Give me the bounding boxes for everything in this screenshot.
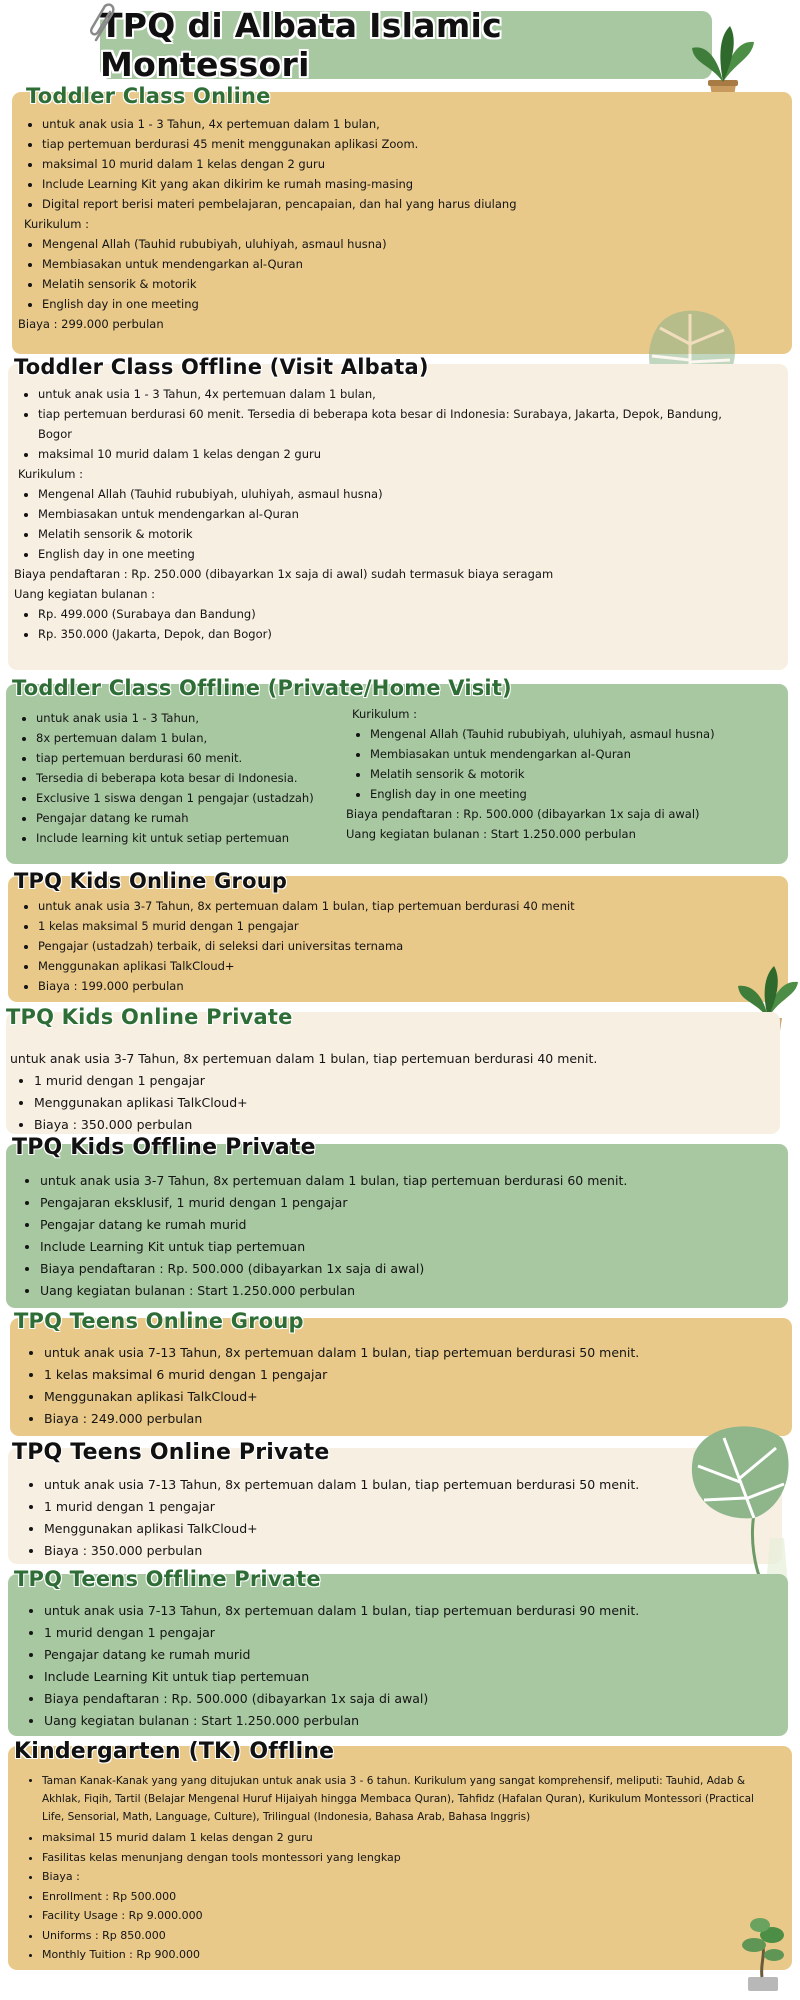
registration-fee: Biaya pendaftaran : Rp. 250.000 (dibayarkan 1x saja di awal) sudah termasuk biaya seragam <box>14 567 554 581</box>
section-body <box>20 1474 720 1562</box>
section-title: Toddler Class Offline (Visit Albata) <box>14 355 429 379</box>
list-item: • Melatih sensorik & motorik <box>38 524 754 544</box>
list-item: • 1 murid dengan 1 pengajar <box>44 1622 780 1644</box>
list-item: • 8x pertemuan dalam 1 bulan, <box>36 728 344 748</box>
item-list <box>20 1474 720 1562</box>
section-body <box>20 1342 780 1430</box>
page-title: TPQ di Albata Islamic Montessori <box>100 6 502 84</box>
list-item: • Uang kegiatan bulanan : Start 1.250.000 perbulan <box>40 1280 776 1302</box>
list-item: • Mengenal Allah (Tauhid rububiyah, uluhiyah, asmaul husna) <box>370 724 776 744</box>
page-title-bar <box>100 6 712 84</box>
list-item: • Pengajaran eksklusif, 1 murid dengan 1 pengajar <box>40 1192 776 1214</box>
list-item: • Biaya : <box>42 1867 778 1887</box>
monthly-fee-list <box>14 604 754 644</box>
list-item: • Mengenal Allah (Tauhid rububiyah, uluhiyah, asmaul husna) <box>42 234 778 254</box>
section-title: TPQ Teens Online Group <box>14 1309 304 1333</box>
item-list <box>20 1342 780 1430</box>
section-title: TPQ Kids Online Group <box>14 869 288 893</box>
item-list <box>16 1170 776 1302</box>
list-item: • Include Learning Kit untuk tiap pertemuan <box>40 1236 776 1258</box>
list-item: • Tersedia di beberapa kota besar di Indonesia. <box>36 768 344 788</box>
section-body <box>14 896 774 996</box>
list-item: • Membiasakan untuk mendengarkan al-Quran <box>370 744 776 764</box>
list-item: • Membiasakan untuk mendengarkan al-Quran <box>38 504 754 524</box>
list-item: • untuk anak usia 1 - 3 Tahun, 4x pertemuan dalam 1 bulan, <box>38 384 754 404</box>
list-item: • Melatih sensorik & motorik <box>370 764 776 784</box>
item-list <box>20 1600 780 1732</box>
item-list <box>14 896 774 996</box>
bonsai-icon <box>740 1915 788 1993</box>
section-title: Toddler Class Offline (Private/Home Visit) <box>12 676 512 700</box>
list-item: • Biaya : 350.000 perbulan <box>34 1114 770 1136</box>
list-item: • Enrollment : Rp 500.000 <box>42 1887 778 1907</box>
monstera-leaf-icon <box>684 1418 796 1588</box>
list-item: • Pengajar datang ke rumah murid <box>44 1644 780 1666</box>
item-list <box>14 708 344 848</box>
list-item: • Include learning kit untuk setiap pertemuan <box>36 828 344 848</box>
list-item: • English day in one meeting <box>38 544 754 564</box>
section-title: Toddler Class Online <box>26 84 271 108</box>
list-item: • Rp. 499.000 (Surabaya dan Bandung) <box>38 604 754 624</box>
list-item: • English day in one meeting <box>42 294 778 314</box>
section-body <box>18 114 778 334</box>
list-item: • Biaya pendaftaran : Rp. 500.000 (dibayarkan 1x saja di awal) <box>40 1258 776 1280</box>
section-body-right <box>346 704 776 844</box>
section-body-left <box>14 708 344 848</box>
list-item: • Biaya : 350.000 perbulan <box>44 1540 720 1562</box>
list-item: • Mengenal Allah (Tauhid rububiyah, uluhiyah, asmaul husna) <box>38 484 754 504</box>
list-item: • 1 murid dengan 1 pengajar <box>44 1496 720 1518</box>
list-item: • Uniforms : Rp 850.000 <box>42 1926 778 1946</box>
list-item: • untuk anak usia 7-13 Tahun, 8x pertemuan dalam 1 bulan, tiap pertemuan berdurasi 90 menit. <box>44 1600 780 1622</box>
list-item: • untuk anak usia 3-7 Tahun, 8x pertemuan dalam 1 bulan, tiap pertemuan berdurasi 60 menit. <box>40 1170 776 1192</box>
section-body <box>16 1170 776 1302</box>
section-body <box>20 1600 780 1732</box>
list-item: • Menggunakan aplikasi TalkCloud+ <box>44 1518 720 1540</box>
section-title: TPQ Kids Offline Private <box>12 1135 316 1160</box>
section-body <box>14 384 754 644</box>
list-item: • untuk anak usia 7-13 Tahun, 8x pertemuan dalam 1 bulan, tiap pertemuan berdurasi 50 menit. <box>44 1474 720 1496</box>
list-item: • untuk anak usia 1 - 3 Tahun, <box>36 708 344 728</box>
section-title: Kindergarten (TK) Offline <box>14 1739 335 1764</box>
registration-fee: Biaya pendaftaran : Rp. 500.000 (dibayarkan 1x saja di awal) <box>346 807 700 821</box>
list-item: • 1 kelas maksimal 6 murid dengan 1 pengajar <box>44 1364 780 1386</box>
kurikulum-label: Kurikulum : <box>18 467 83 481</box>
list-item: • Biaya : 199.000 perbulan <box>38 976 774 996</box>
item-list <box>14 384 754 464</box>
kurikulum-list <box>346 724 776 804</box>
list-item: • Include Learning Kit yang akan dikirim ke rumah masing-masing <box>42 174 778 194</box>
list-item: • Menggunakan aplikasi TalkCloud+ <box>44 1386 780 1408</box>
list-item: • Biaya : 249.000 perbulan <box>44 1408 780 1430</box>
list-item: • Taman Kanak-Kanak yang yang ditujukan untuk anak usia 3 - 6 tahun. Kurikulum yang sangat komprehensif, meliputi: Tauhid, Adab & Akhlak, Fiqih, Tartil (Belajar Mengenal Huruf Hijaiyah hingga Membaca Quran), Tahfidz (Hafalan Quran), Kurikulum Montessori (Practical Life, Sensorial, Math, Language, Culture), Trilingual (Indonesia, Bahasa Arab, Bahasa Inggris) <box>42 1772 778 1826</box>
list-item: • tiap pertemuan berdurasi 60 menit. Tersedia di beberapa kota besar di Indonesia: Surabaya, Jakarta, Depok, Bandung, Bogor <box>38 404 754 444</box>
list-item: • Pengajar datang ke rumah <box>36 808 344 828</box>
list-item: • maksimal 15 murid dalam 1 kelas dengan 2 guru <box>42 1828 778 1848</box>
list-item: • tiap pertemuan berdurasi 60 menit. <box>36 748 344 768</box>
list-item: • Pengajar (ustadzah) terbaik, di seleksi dari universitas ternama <box>38 936 774 956</box>
list-item: • untuk anak usia 3-7 Tahun, 8x pertemuan dalam 1 bulan, tiap pertemuan berdurasi 40 menit <box>38 896 774 916</box>
list-item: • Melatih sensorik & motorik <box>42 274 778 294</box>
list-item: • Facility Usage : Rp 9.000.000 <box>42 1906 778 1926</box>
list-item: • Fasilitas kelas menunjang dengan tools montessori yang lengkap <box>42 1848 778 1868</box>
price-text: Biaya : 299.000 perbulan <box>18 317 164 331</box>
list-item: • 1 kelas maksimal 5 murid dengan 1 pengajar <box>38 916 774 936</box>
list-item: • Pengajar datang ke rumah murid <box>40 1214 776 1236</box>
section-body <box>18 1772 778 1965</box>
list-item: • maksimal 10 murid dalam 1 kelas dengan 2 guru <box>42 154 778 174</box>
kurikulum-list <box>18 234 778 314</box>
item-list <box>10 1070 770 1136</box>
section-title: TPQ Teens Online Private <box>12 1440 330 1465</box>
list-item: • Membiasakan untuk mendengarkan al-Quran <box>42 254 778 274</box>
list-item: • Digital report berisi materi pembelajaran, pencapaian, dan hal yang harus diulang <box>42 194 778 214</box>
section-title: TPQ Teens Offline Private <box>14 1567 321 1591</box>
list-item: • Biaya pendaftaran : Rp. 500.000 (dibayarkan 1x saja di awal) <box>44 1688 780 1710</box>
list-item: • untuk anak usia 7-13 Tahun, 8x pertemuan dalam 1 bulan, tiap pertemuan berdurasi 50 menit. <box>44 1342 780 1364</box>
monthly-fee-label: Uang kegiatan bulanan : <box>14 587 156 601</box>
item-list <box>18 114 778 214</box>
kurikulum-label: Kurikulum : <box>24 217 89 231</box>
intro-text: untuk anak usia 3-7 Tahun, 8x pertemuan dalam 1 bulan, tiap pertemuan berdurasi 40 menit. <box>10 1051 598 1066</box>
section-body <box>10 1048 770 1136</box>
list-item: • Rp. 350.000 (Jakarta, Depok, dan Bogor) <box>38 624 754 644</box>
list-item: • untuk anak usia 1 - 3 Tahun, 4x pertemuan dalam 1 bulan, <box>42 114 778 134</box>
list-item: • tiap pertemuan berdurasi 45 menit menggunakan aplikasi Zoom. <box>42 134 778 154</box>
monthly-fee: Uang kegiatan bulanan : Start 1.250.000 perbulan <box>346 827 636 841</box>
list-item: • Include Learning Kit untuk tiap pertemuan <box>44 1666 780 1688</box>
list-item: • Uang kegiatan bulanan : Start 1.250.000 perbulan <box>44 1710 780 1732</box>
list-item: • 1 murid dengan 1 pengajar <box>34 1070 770 1092</box>
list-item: • Menggunakan aplikasi TalkCloud+ <box>34 1092 770 1114</box>
section-title: TPQ Kids Online Private <box>6 1005 293 1029</box>
kurikulum-list <box>14 484 754 564</box>
paperclip-icon <box>86 0 120 44</box>
list-item: • English day in one meeting <box>370 784 776 804</box>
item-list <box>18 1772 778 1965</box>
kurikulum-label: Kurikulum : <box>352 707 417 721</box>
list-item: • maksimal 10 murid dalam 1 kelas dengan 2 guru <box>38 444 754 464</box>
list-item: • Monthly Tuition : Rp 900.000 <box>42 1945 778 1965</box>
list-item: • Exclusive 1 siswa dengan 1 pengajar (ustadzah) <box>36 788 344 808</box>
list-item: • Menggunakan aplikasi TalkCloud+ <box>38 956 774 976</box>
